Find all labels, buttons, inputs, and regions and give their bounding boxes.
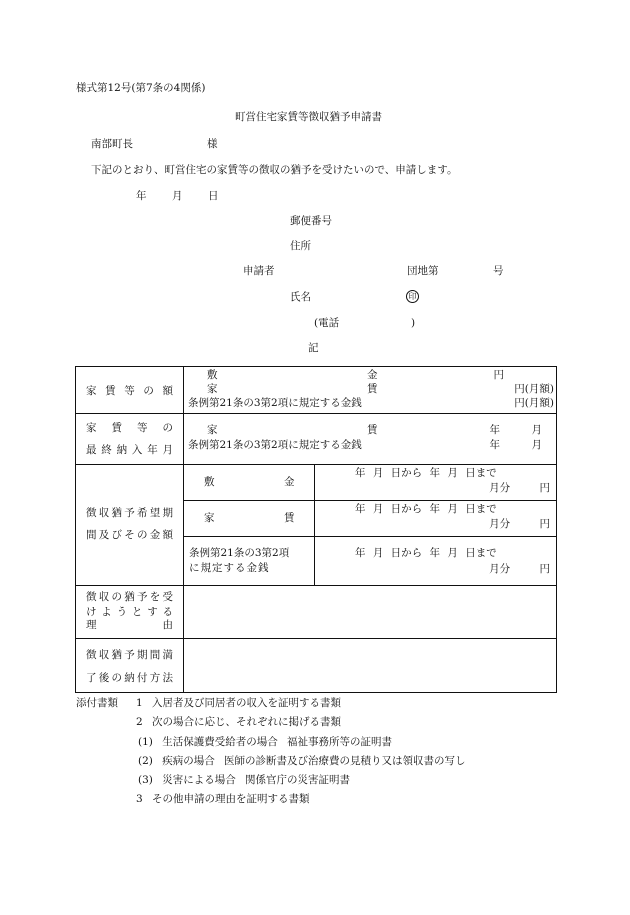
last-ordinance-label: 条例第21条の3第2項に規定する金銭: [188, 439, 362, 451]
intro-text: 下記のとおり、町営住宅の家賃等の徴収の猶予を受けたいので、申請します。: [91, 164, 458, 176]
last-rent-label: 家: [207, 424, 218, 436]
payment-method-label-cell: [76, 639, 184, 693]
reason-label-cell: [76, 586, 184, 639]
deferment-deposit-label: 敷: [204, 476, 215, 488]
phone-label: (電話: [314, 317, 340, 329]
seal-icon: 印: [406, 290, 419, 303]
reason-label-line3b: 由: [162, 619, 173, 631]
reason-label-line2: け よ う と す る: [86, 606, 173, 618]
rent-amount-input-cell[interactable]: [184, 367, 557, 414]
addressee: 南部町長: [91, 138, 133, 150]
name-label: 氏名: [290, 291, 311, 303]
last-payment-label-line2: 最 終 納 入 年 月: [86, 444, 173, 456]
last-ordinance-month: 月: [531, 439, 542, 451]
reason-input-cell[interactable]: [184, 586, 557, 639]
date-month: 月: [172, 190, 183, 202]
payment-method-input-cell[interactable]: [184, 639, 557, 693]
deferment-rent-period-cell[interactable]: [315, 501, 557, 537]
rent-amount-row: [76, 367, 557, 414]
attachment-item-2: 2 次の場合に応じ、それぞれに掲げる書類: [136, 716, 342, 728]
attachment-item-3: 3 その他申請の理由を証明する書類: [136, 793, 310, 805]
deferment-ordinance-amount: 月分 円: [489, 563, 550, 575]
date-day: 日: [208, 190, 219, 202]
deferment-ordinance-name-cell: [184, 537, 315, 586]
deferment-ordinance-label-line2: に規定する金銭: [189, 562, 270, 574]
ki-label: 記: [308, 342, 319, 354]
deferment-rent-label-2: 賃: [284, 512, 295, 524]
phone-close: ): [411, 317, 416, 329]
last-rent-year: 年: [489, 424, 500, 436]
deposit-label: 敷: [207, 369, 218, 381]
deferment-ordinance-period-cell[interactable]: [315, 537, 557, 586]
last-ordinance-year: 年: [489, 439, 500, 451]
document-title: 町営住宅家賃等徴収猶予申請書: [235, 111, 382, 123]
deferment-period-label-line1: 徴 収 猶 予 希 望 期: [86, 507, 173, 519]
rent-unit: 円(月額): [514, 383, 554, 395]
rent-label-2: 賃: [367, 383, 378, 395]
payment-method-label-line1: 徴 収 猶 予 期 間 満: [86, 649, 173, 661]
deferment-deposit-amount: 月分 円: [489, 482, 550, 494]
reason-label-line3a: 理: [86, 619, 97, 631]
last-rent-month: 月: [531, 424, 542, 436]
payment-method-row: [76, 639, 557, 693]
deferment-period-label-cell: [76, 465, 184, 586]
reason-label-line1: 徴 収 の 猶 予 を 受: [86, 591, 173, 603]
deferment-ordinance-label-line1: 条例第21条の3第2項: [189, 547, 290, 559]
honorific: 様: [207, 138, 218, 150]
deferment-rent-name-cell: [184, 501, 315, 537]
last-payment-input-cell[interactable]: [184, 414, 557, 465]
deferment-deposit-name-cell: [184, 465, 315, 501]
rent-amount-label-cell: [76, 367, 184, 414]
deferment-rent-label: 家: [204, 512, 215, 524]
rent-amount-label: 家 賃 等 の 額: [86, 385, 173, 397]
reason-row: [76, 586, 557, 639]
ordinance-money-label: 条例第21条の3第2項に規定する金銭: [188, 397, 362, 409]
last-rent-label-2: 賃: [367, 424, 378, 436]
deferment-ordinance-period: 年 月 日から 年 月 日まで: [355, 547, 497, 559]
application-table: [75, 366, 557, 693]
last-payment-label-cell: [76, 414, 184, 465]
postal-code-label: 郵便番号: [290, 215, 332, 227]
applicant-label: 申請者: [243, 265, 275, 277]
attachment-item-2-3: (3) 災害による場合 関係官庁の災害証明書: [138, 774, 351, 786]
deposit-unit: 円: [493, 369, 504, 381]
deferment-period-row-deposit: [76, 465, 557, 501]
deferment-deposit-period: 年 月 日から 年 月 日まで: [355, 467, 497, 479]
address-label: 住所: [290, 240, 311, 252]
last-payment-label-line1: 家 賃 等 の: [86, 422, 173, 434]
date-year: 年: [136, 190, 147, 202]
ordinance-money-unit: 円(月額): [514, 397, 554, 409]
deferment-rent-amount: 月分 円: [489, 518, 550, 530]
deposit-label-2: 金: [367, 369, 378, 381]
attachment-item-2-1: (1) 生活保護費受給者の場合 福祉事務所等の証明書: [138, 736, 393, 748]
payment-method-label-line2: 了 後 の 納 付 方 法: [86, 672, 173, 684]
attachment-item-2-2: (2) 疾病の場合 医師の診断書及び治療費の見積り又は領収書の写し: [138, 755, 466, 767]
deferment-deposit-period-cell[interactable]: [315, 465, 557, 501]
attachments-heading: 添付書類: [76, 697, 118, 709]
rent-label: 家: [207, 383, 218, 395]
unit-number-label: 号: [493, 265, 504, 277]
form-number: 様式第12号(第7条の4関係): [76, 82, 206, 94]
attachment-item-1: 1 入居者及び同居者の収入を証明する書類: [136, 697, 342, 709]
deferment-rent-period: 年 月 日から 年 月 日まで: [355, 503, 497, 515]
complex-number-label: 団地第: [407, 265, 439, 277]
last-payment-row: [76, 414, 557, 465]
deferment-period-label-line2: 間 及 び そ の 金 額: [86, 529, 173, 541]
deferment-deposit-label-2: 金: [284, 476, 295, 488]
